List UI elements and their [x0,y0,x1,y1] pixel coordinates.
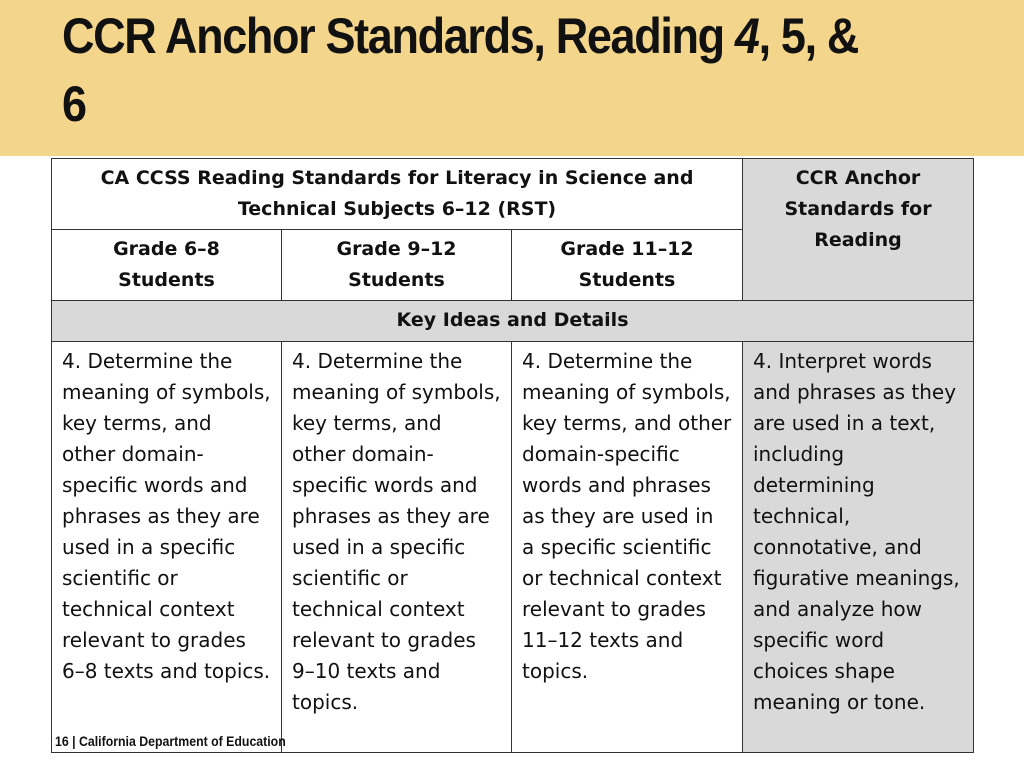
title-end: , 5, & 6 [62,8,859,132]
slide-title [62,2,872,138]
standard-cell-grade-6-8: 4. Determine the meaning of symbols, key terms, and other domain-specific words and phrases as they are used in a specific scientific or technical context relevant to grades 6–8 texts and topics. [52,342,282,753]
footer-organization: California Department of Education [79,733,286,749]
header-main-cell [52,159,743,230]
header-main: CA CCSS Reading Standards for Literacy in Science and Technical Subjects 6–12 (RST) [100,167,694,220]
standard-cell-grade-11-12: 4. Determine the meaning of symbols, key terms, and other domain-specific words and phrases as they are used in a specific scientific or technical context relevant to grades 11–12 texts and topics. [512,342,743,753]
page-number: 16 [55,733,69,749]
title-main: CCR Anchor Standards, Reading [62,8,735,64]
footer-separator: | [68,733,80,749]
grade-header-6-8: Grade 6–8 Students [52,230,282,301]
title-italic: 4 [734,8,759,64]
grade-header-9-12: Grade 9–12 Students [282,230,512,301]
standard-cell-grade-9-10: 4. Determine the meaning of symbols, key terms, and other domain-specific words and phrases as they are used in a specific scientific or technical context relevant to grades 9–10 texts and topics. [282,342,512,753]
standards-table [51,158,974,753]
grade-header-11-12: Grade 11–12 Students [512,230,743,301]
slide-footer [55,733,286,749]
section-header: Key Ideas and Details [52,301,974,342]
standard-cell-ccr-anchor: 4. Interpret words and phrases as they are used in a text, including determining technical, connotative, and figurative meanings, and analyze how specific word choices shape meaning or tone. [743,342,974,753]
header-ccr: CCR Anchor Standards for Reading [784,167,932,251]
header-ccr-cell [743,159,974,301]
